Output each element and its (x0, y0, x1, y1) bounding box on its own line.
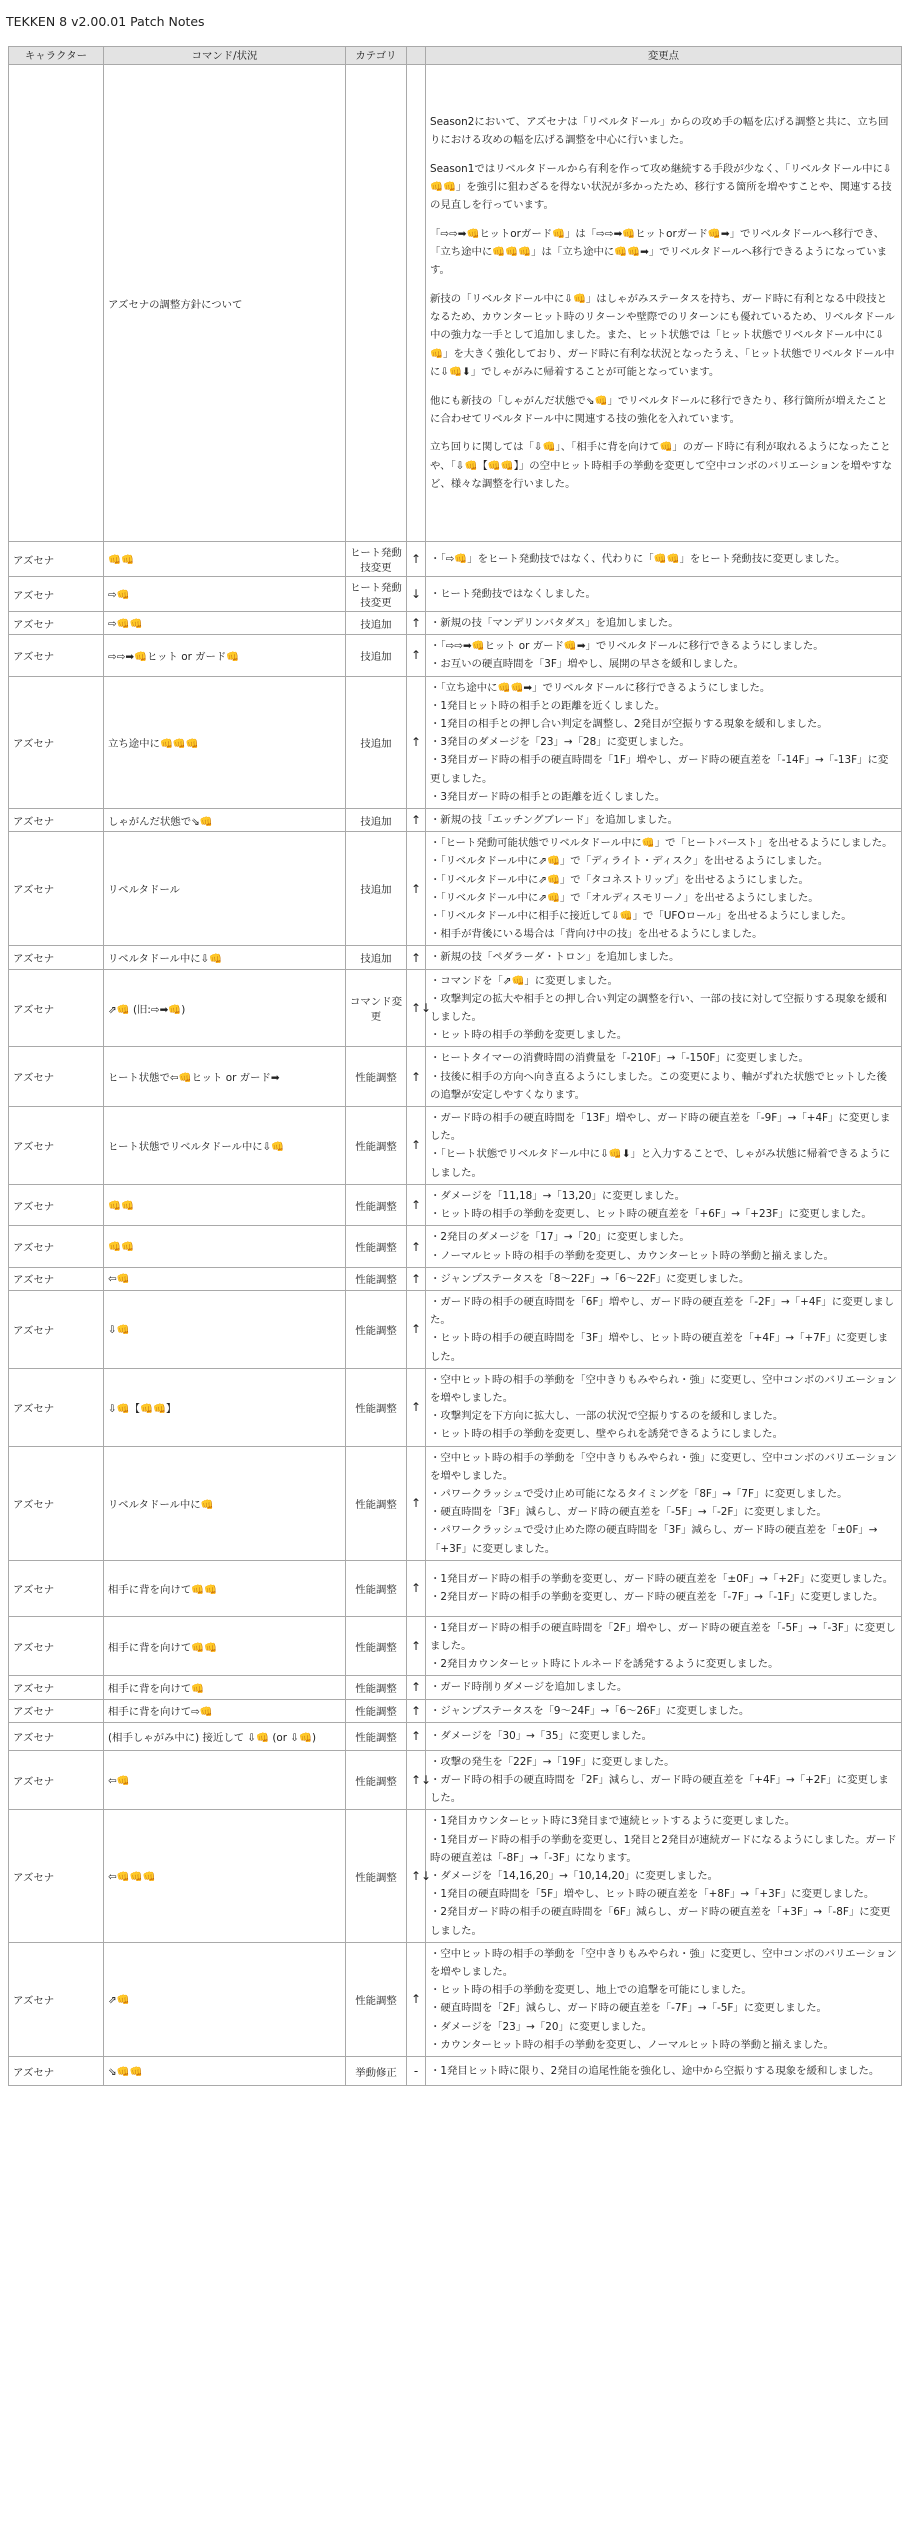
table-row (9, 809, 902, 832)
category-cell: ヒート発動技変更 (346, 577, 407, 612)
category-cell: 性能調整 (346, 1226, 407, 1267)
character-cell: アズセナ (9, 2057, 104, 2086)
character-cell: アズセナ (9, 635, 104, 676)
category-cell: 技追加 (346, 676, 407, 808)
command-cell: ⇘👊👊 (104, 2057, 346, 2086)
changes-cell (426, 65, 902, 542)
direction-cell: ↑ (407, 809, 426, 832)
character-cell: アズセナ (9, 1560, 104, 1616)
change-item: ・3発目のダメージを「23」→「28」に変更しました。 (430, 736, 690, 749)
command-cell: ⇨👊 (104, 577, 346, 612)
change-item: ・硬直時間を「2F」減らし、ガード時の硬直差を「-7F」→「-5F」に変更しました。 (430, 2002, 827, 2015)
category-cell: 性能調整 (346, 1616, 407, 1676)
change-item: ・空中ヒット時の相手の挙動を「空中きりもみやられ・強」に変更し、空中コンボのバリエーションを増やしました。 (430, 1373, 897, 1404)
character-cell: アズセナ (9, 1750, 104, 1810)
command-cell: ⇦👊👊👊 (104, 1810, 346, 1942)
table-row (9, 832, 902, 946)
direction-cell: ↑ (407, 1676, 426, 1699)
table-row (9, 2057, 902, 2086)
category-cell: 技追加 (346, 832, 407, 946)
table-row (9, 1699, 902, 1722)
category-cell: 挙動修正 (346, 2057, 407, 2086)
category-cell: 性能調整 (346, 1942, 407, 2056)
character-cell: アズセナ (9, 1368, 104, 1446)
direction-cell: ↑ (407, 946, 426, 969)
table-row (9, 1722, 902, 1750)
changes-cell (426, 2057, 902, 2086)
policy-paragraph: 新技の「リベルタドール中に⇩👊」はしゃがみステータスを持ち、ガード時に有利となる中段技となるため、カウンターヒット時のリターンや壁際でのリターンにも優れているため、リベルタドール中の強力な一手として追加しました。また、ヒット状態では「ヒット状態でリベルタドール中に⇩👊」を大きく強化しており、ガード時に有利な状況となったうえ、「ヒット状態でリベルタドール中に⇩👊⬇」でしゃがみに帰着することが可能となっています。 (430, 293, 895, 378)
category-cell: 性能調整 (346, 1810, 407, 1942)
character-cell: アズセナ (9, 1616, 104, 1676)
change-item: ・コマンドを「⇗👊」に変更しました。 (430, 974, 618, 987)
direction-cell: ↑ (407, 1942, 426, 2056)
table-row (9, 969, 902, 1047)
category-cell: 性能調整 (346, 1699, 407, 1722)
change-item: ・1発目ヒット時に限り、2発目の追尾性能を強化し、途中から空振りする現象を緩和しました。 (430, 2064, 880, 2077)
changes-cell (426, 1368, 902, 1446)
table-row (9, 1290, 902, 1368)
direction-cell: ↑↓ (407, 969, 426, 1047)
changes-cell (426, 676, 902, 808)
category-cell: コマンド変更 (346, 969, 407, 1047)
category-cell: 性能調整 (346, 1750, 407, 1810)
direction-cell: ↑ (407, 1290, 426, 1368)
character-cell (9, 65, 104, 542)
change-item: ・ヒット時の相手の硬直時間を「3F」増やし、ヒット時の硬直差を「+4F」→「+7F」に変更しました。 (430, 1332, 889, 1363)
category-cell: ヒート発動技変更 (346, 542, 407, 577)
command-cell: 相手に背を向けて👊 (104, 1676, 346, 1699)
character-cell: アズセナ (9, 542, 104, 577)
character-cell: アズセナ (9, 969, 104, 1047)
category-cell: 性能調整 (346, 1107, 407, 1185)
change-item: ・ヒット時の相手の挙動を変更し、ヒット時の硬直差を「+6F」→「+23F」に変更しました。 (430, 1208, 872, 1221)
change-item: ・ヒートタイマーの消費時間の消費量を「-210F」→「-150F」に変更しました。 (430, 1052, 809, 1065)
change-item: ・新規の技「マンデリンバタダス」を追加しました。 (430, 617, 679, 629)
direction-cell: ↑ (407, 1267, 426, 1290)
direction-cell: ↑ (407, 1368, 426, 1446)
change-item: ・新規の技「ペダラーダ・トロン」を追加しました。 (430, 951, 680, 964)
change-item: ・ヒット時の相手の挙動を変更し、地上での追撃を可能にしました。 (430, 1984, 752, 1997)
category-cell: 性能調整 (346, 1446, 407, 1560)
changes-cell (426, 1810, 902, 1942)
header-direction (407, 47, 426, 65)
header-changes: 変更点 (426, 47, 902, 65)
category-cell: 技追加 (346, 946, 407, 969)
change-item: ・「リベルタドール中に⇗👊」で「ディライト・ディスク」を出せるようにしました。 (430, 855, 829, 868)
table-row (9, 1942, 902, 2056)
character-cell: アズセナ (9, 832, 104, 946)
category-cell: 技追加 (346, 809, 407, 832)
change-item: ・カウンターヒット時の相手の挙動を変更し、ノーマルヒット時の挙動と揃えました。 (430, 2038, 834, 2051)
changes-cell (426, 1722, 902, 1750)
header-command: コマンド/状況 (104, 47, 346, 65)
table-row (9, 542, 902, 577)
header-category: カテゴリ (346, 47, 407, 65)
character-cell: アズセナ (9, 612, 104, 635)
changes-cell (426, 1226, 902, 1267)
command-cell: ⇨⇨➡👊ヒット or ガード👊 (104, 635, 346, 676)
changes-cell (426, 1699, 902, 1722)
change-item: ・お互いの硬直時間を「3F」増やし、展開の早さを緩和しました。 (430, 658, 744, 671)
character-cell: アズセナ (9, 1290, 104, 1368)
table-row (9, 1107, 902, 1185)
direction-cell: ↑ (407, 635, 426, 676)
character-cell: アズセナ (9, 1699, 104, 1722)
change-item: ・技後に相手の方向へ向き直るようにしました。この変更により、軸がずれた状態でヒットした後の追撃が安定しやすくなります。 (430, 1070, 887, 1101)
table-row (9, 676, 902, 808)
command-cell: ⇦👊 (104, 1750, 346, 1810)
change-item: ・ガード時の相手の硬直時間を「6F」増やし、ガード時の硬直差を「-2F」→「+4F」に変更しました。 (430, 1295, 895, 1327)
category-cell (346, 65, 407, 542)
change-item: ・空中ヒット時の相手の挙動を「空中きりもみやられ・強」に変更し、空中コンボのバリエーションを増やしました。 (430, 1451, 897, 1482)
change-item: ・2発目ガード時の相手の硬直時間を「6F」減らし、ガード時の硬直差を「+3F」→「-8F」に変更しました。 (430, 1906, 891, 1937)
category-cell: 性能調整 (346, 1722, 407, 1750)
changes-cell (426, 1750, 902, 1810)
changes-cell (426, 1942, 902, 2056)
table-row (9, 1446, 902, 1560)
table-row (9, 1616, 902, 1676)
direction-cell: ↑ (407, 832, 426, 946)
command-cell: アズセナの調整方針について (104, 65, 346, 542)
changes-cell (426, 635, 902, 676)
policy-paragraph: 「⇨⇨➡👊ヒットorガード👊」は「⇨⇨➡👊ヒットorガード👊➡」でリベルタドールへ移行でき、「立ち途中に👊👊👊」は「立ち途中に👊👊➡」でリベルタドールへ移行できるようになっています。 (430, 227, 888, 277)
table-row (9, 1226, 902, 1267)
changes-cell (426, 577, 902, 612)
change-item: ・ヒット時の相手の挙動を変更し、壁やられを誘発できるようにしました。 (430, 1428, 783, 1441)
direction-cell: ↑ (407, 1560, 426, 1616)
table-row (9, 1750, 902, 1810)
change-item: ・3発目ガード時の相手の硬直時間を「1F」増やし、ガード時の硬直差を「-14F」→「-13F」に変更しました。 (430, 754, 889, 785)
character-cell: アズセナ (9, 1722, 104, 1750)
change-item: ・新規の技「エッチングブレード」を追加しました。 (430, 814, 679, 827)
change-item: ・ガード時の相手の硬直時間を「2F」減らし、ガード時の硬直差を「+4F」→「+2F」に変更しました。 (430, 1773, 889, 1805)
direction-cell: ↑ (407, 612, 426, 635)
change-item: ・「ヒート発動可能状態でリベルタドール中に👊」で「ヒートバースト」を出せるようにしました。 (430, 837, 893, 850)
command-cell: リベルタドール (104, 832, 346, 946)
change-item: ・2発目カウンターヒット時にトルネードを誘発するように変更しました。 (430, 1658, 779, 1671)
direction-cell: - (407, 2057, 426, 2086)
command-cell: ヒート状態で⇦👊ヒット or ガード➡ (104, 1047, 346, 1107)
change-item: ・硬直時間を「3F」減らし、ガード時の硬直差を「-5F」→「-2F」に変更しました。 (430, 1506, 827, 1519)
change-item: ・ガード時削りダメージを追加しました。 (430, 1681, 628, 1694)
change-item: ・ジャンプステータスを「8〜22F」→「6〜22F」に変更しました。 (430, 1272, 750, 1285)
change-item: ・パワークラッシュで受け止めた際の硬直時間を「3F」減らし、ガード時の硬直差を「±0F」→「+3F」に変更しました。 (430, 1524, 878, 1555)
change-item: ・攻撃判定の拡大や相手との押し合い判定の調整を行い、一部の技に対して空振りする現象を緩和しました。 (430, 992, 888, 1024)
table-row (9, 1810, 902, 1942)
change-item: ・「立ち途中に👊👊➡」でリベルタドールに移行できるようにしました。 (430, 681, 771, 694)
change-item: ・3発目ガード時の相手との距離を近くしました。 (430, 790, 666, 803)
changes-cell (426, 1047, 902, 1107)
category-cell: 性能調整 (346, 1290, 407, 1368)
change-item: ・空中ヒット時の相手の挙動を「空中きりもみやられ・強」に変更し、空中コンボのバリエーションを増やしました。 (430, 1947, 897, 1978)
changes-cell (426, 1184, 902, 1225)
changes-cell (426, 1616, 902, 1676)
character-cell: アズセナ (9, 1942, 104, 2056)
command-cell: 相手に背を向けて👊👊 (104, 1560, 346, 1616)
change-item: ・「リベルタドール中に⇗👊」で「タコネストリップ」を出せるようにしました。 (430, 873, 809, 886)
command-cell: ⇦👊 (104, 1267, 346, 1290)
category-cell: 性能調整 (346, 1267, 407, 1290)
command-cell: (相手しゃがみ中に) 接近して ⇩👊 (or ⇩👊) (104, 1722, 346, 1750)
table-row (9, 635, 902, 676)
change-item: ・1発目ガード時の相手の硬直時間を「2F」増やし、ガード時の硬直差を「-5F」→「-3F」に変更しました。 (430, 1621, 896, 1652)
policy-paragraph: Season1ではリベルタドールから有利を作って攻め継続する手段が少なく、「リベルタドール中に⇩👊👊」を強引に狙わざるを得ない状況が多かったため、移行する箇所を増やすことや、関連する技の見直しを行っています。 (430, 162, 892, 212)
changes-cell (426, 832, 902, 946)
table-row (9, 65, 902, 542)
table-row (9, 577, 902, 612)
command-cell: 👊👊 (104, 1226, 346, 1267)
table-header-row (9, 47, 902, 65)
changes-cell (426, 1290, 902, 1368)
change-item: ・「⇨⇨➡👊ヒット or ガード👊➡」でリベルタドールに移行できるようにしました。 (430, 640, 824, 653)
command-cell: 👊👊 (104, 1184, 346, 1225)
table-row (9, 1184, 902, 1225)
change-item: ・1発目の硬直時間を「5F」増やし、ヒット時の硬直差を「+8F」→「+3F」に変更しました。 (430, 1888, 875, 1901)
change-item: ・ダメージを「14,16,20」→「10,14,20」に変更しました。 (430, 1869, 719, 1882)
character-cell: アズセナ (9, 946, 104, 969)
direction-cell: ↑↓ (407, 1810, 426, 1942)
change-item: ・「リベルタドール中に⇗👊」で「オルディスモリーノ」を出せるようにしました。 (430, 891, 819, 904)
character-cell: アズセナ (9, 577, 104, 612)
command-cell: ⇩👊【👊👊】 (104, 1368, 346, 1446)
change-item: ・パワークラッシュで受け止め可能になるタイミングを「8F」→「7F」に変更しました。 (430, 1487, 848, 1500)
direction-cell: ↑ (407, 1446, 426, 1560)
character-cell: アズセナ (9, 1107, 104, 1185)
direction-cell: ↑↓ (407, 1750, 426, 1810)
direction-cell: ↑ (407, 1226, 426, 1267)
category-cell: 性能調整 (346, 1676, 407, 1699)
changes-cell (426, 1267, 902, 1290)
table-body (9, 65, 902, 2086)
direction-cell: ↑ (407, 1616, 426, 1676)
header-character: キャラクター (9, 47, 104, 65)
direction-cell: ↓ (407, 577, 426, 612)
character-cell: アズセナ (9, 1184, 104, 1225)
direction-cell (407, 65, 426, 542)
change-item: ・攻撃判定を下方向に拡大し、一部の状況で空振りするのを緩和しました。 (430, 1410, 784, 1423)
change-item: ・1発目カウンターヒット時に3発目まで連続ヒットするように変更しました。 (430, 1815, 796, 1828)
character-cell: アズセナ (9, 676, 104, 808)
change-item: ・ダメージを「23」→「20」に変更しました。 (430, 2020, 652, 2033)
change-item: ・ダメージを「11,18」→「13,20」に変更しました。 (430, 1189, 686, 1202)
character-cell: アズセナ (9, 1226, 104, 1267)
change-item: ・「ヒート状態でリベルタドール中に⇩👊⬇」と入力することで、しゃがみ状態に帰着できるようにしました。 (430, 1148, 891, 1179)
direction-cell: ↑ (407, 1047, 426, 1107)
change-item: ・2発目のダメージを「17」→「20」に変更しました。 (430, 1231, 690, 1244)
changes-cell (426, 1676, 902, 1699)
policy-paragraph: 立ち回りに関しては「⇩👊」、「相手に背を向けて👊」のガード時に有利が取れるようになったことや、「⇩👊【👊👊】」の空中ヒット時相手の挙動を変更して空中コンボのバリエーションを増やすなど、様々な調整を行いました。 (430, 441, 892, 490)
table-row (9, 946, 902, 969)
changes-cell (426, 809, 902, 832)
change-item: ・1発目ヒット時の相手との距離を近くしました。 (430, 699, 665, 712)
changes-cell (426, 1107, 902, 1185)
table-row (9, 1047, 902, 1107)
character-cell: アズセナ (9, 1810, 104, 1942)
change-item: ・ノーマルヒット時の相手の挙動を変更し、カウンターヒット時の挙動と揃えました。 (430, 1249, 834, 1262)
change-item: ・1発目の相手との押し合い判定を調整し、2発目が空振りする現象を緩和しました。 (430, 718, 828, 731)
change-item: ・1発目ガード時の相手の挙動を変更し、1発目と2発目が連続ガードになるようにしました。ガード時の硬直差は「-8F」→「-3F」になります。 (430, 1833, 897, 1864)
command-cell: 相手に背を向けて⇨👊 (104, 1699, 346, 1722)
direction-cell: ↑ (407, 1107, 426, 1185)
changes-cell (426, 542, 902, 577)
command-cell: ⇗👊 (104, 1942, 346, 2056)
changes-cell (426, 946, 902, 969)
character-cell: アズセナ (9, 1267, 104, 1290)
command-cell: ⇨👊👊 (104, 612, 346, 635)
command-cell: 相手に背を向けて👊👊 (104, 1616, 346, 1676)
command-cell: 立ち途中に👊👊👊 (104, 676, 346, 808)
category-cell: 性能調整 (346, 1368, 407, 1446)
direction-cell: ↑ (407, 1722, 426, 1750)
character-cell: アズセナ (9, 1446, 104, 1560)
changes-cell (426, 612, 902, 635)
change-item: ・ガード時の相手の硬直時間を「13F」増やし、ガード時の硬直差を「-9F」→「+4F」に変更しました。 (430, 1112, 891, 1143)
change-item: ・ヒット時の相手の挙動を変更しました。 (430, 1029, 628, 1042)
command-cell: ⇩👊 (104, 1290, 346, 1368)
command-cell: 👊👊 (104, 542, 346, 577)
direction-cell: ↑ (407, 542, 426, 577)
command-cell: リベルタドール中に👊 (104, 1446, 346, 1560)
policy-paragraph: Season2において、アズセナは「リベルタドール」からの攻め手の幅を広げる調整と共に、立ち回りにおける攻めの幅を広げる調整を中心に行いました。 (430, 115, 889, 147)
category-cell: 技追加 (346, 635, 407, 676)
patch-notes-table (8, 46, 902, 2086)
direction-cell: ↑ (407, 1184, 426, 1225)
table-row (9, 1676, 902, 1699)
changes-cell (426, 969, 902, 1047)
changes-cell (426, 1446, 902, 1560)
change-item: ・2発目ガード時の相手の挙動を変更し、ガード時の硬直差を「-7F」→「-1F」に変更しました。 (430, 1591, 884, 1604)
change-item: ・ジャンプステータスを「9〜24F」→「6〜26F」に変更しました。 (430, 1704, 750, 1717)
change-item: ・攻撃の発生を「22F」→「19F」に変更しました。 (430, 1755, 675, 1768)
table-row (9, 1560, 902, 1616)
command-cell: ⇗👊 (旧:⇨➡👊) (104, 969, 346, 1047)
command-cell: リベルタドール中に⇩👊 (104, 946, 346, 969)
policy-paragraph: 他にも新技の「しゃがんだ状態で⇘👊」でリベルタドールに移行できたり、移行箇所が増えたことに合わせてリベルタドール中に関連する技の強化を入れています。 (430, 394, 888, 425)
change-item: ・相手が背後にいる場合は「背向け中の技」を出せるようにしました。 (430, 928, 763, 941)
character-cell: アズセナ (9, 809, 104, 832)
change-item: ・「リベルタドール中に相手に接近して⇩👊」で「UFOロール」を出せるようにしました。 (430, 910, 852, 923)
page-title: TEKKEN 8 v2.00.01 Patch Notes (6, 14, 205, 29)
command-cell: ヒート状態でリベルタドール中に⇩👊 (104, 1107, 346, 1185)
character-cell: アズセナ (9, 1676, 104, 1699)
direction-cell: ↑ (407, 1699, 426, 1722)
change-item: ・ダメージを「30」→「35」に変更しました。 (430, 1730, 652, 1743)
table-row (9, 1267, 902, 1290)
table-row (9, 612, 902, 635)
direction-cell: ↑ (407, 676, 426, 808)
change-item: ・ヒート発動技ではなくしました。 (430, 587, 596, 600)
category-cell: 性能調整 (346, 1047, 407, 1107)
change-item: ・1発目ガード時の相手の挙動を変更し、ガード時の硬直差を「±0F」→「+2F」に変更しました。 (430, 1573, 894, 1586)
category-cell: 技追加 (346, 612, 407, 635)
category-cell: 性能調整 (346, 1184, 407, 1225)
character-cell: アズセナ (9, 1047, 104, 1107)
table-row (9, 1368, 902, 1446)
category-cell: 性能調整 (346, 1560, 407, 1616)
changes-cell (426, 1560, 902, 1616)
change-item: ・「⇨👊」をヒート発動技ではなく、代わりに「👊👊」をヒート発動技に変更しました。 (430, 552, 846, 565)
command-cell: しゃがんだ状態で⇘👊 (104, 809, 346, 832)
